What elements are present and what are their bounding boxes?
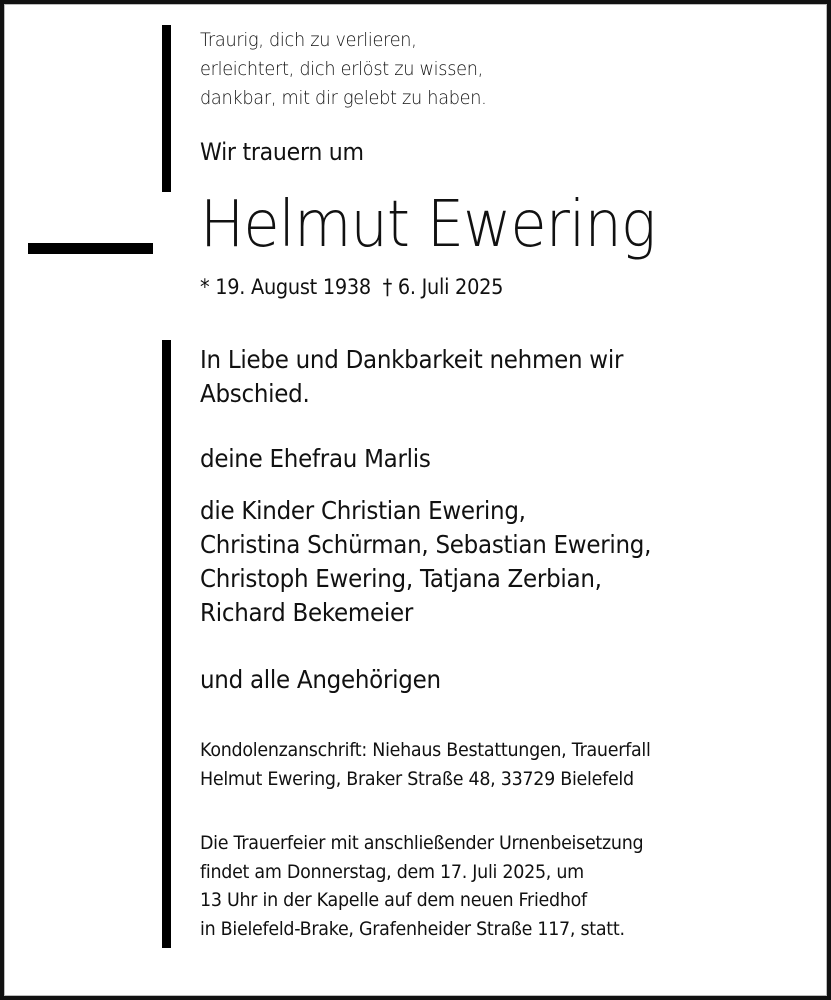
poem-line: Traurig, dich zu verlieren, <box>200 29 417 51</box>
decorative-vertical-bar-bottom <box>162 340 171 948</box>
decorative-horizontal-bar <box>28 243 153 254</box>
relatives-line: und alle Angehörigen <box>200 665 441 694</box>
poem-line: dankbar, mit dir gelebt zu haben. <box>200 87 487 109</box>
decorative-vertical-bar-top <box>162 25 171 192</box>
wife-line: deine Ehefrau Marlis <box>200 444 431 473</box>
deceased-name: Helmut Ewering <box>200 188 656 262</box>
condolence-address: Kondolenzanschrift: Niehaus Bestattungen, Trauerfall Helmut Ewering, Braker Straße 48, 33729 Bielefeld <box>200 739 651 790</box>
poem <box>200 26 508 113</box>
children-line: Christoph Ewering, Tatjana Zerbian, <box>200 564 602 593</box>
service-info: Die Trauerfeier mit anschließender Urnenbeisetzung findet am Donnerstag, dem 17. Juli 2025, um 13 Uhr in der Kapelle auf dem neuen Friedhof in Bielefeld-Brake, Grafenheider Straße 117, statt. <box>200 832 644 940</box>
life-dates: * 19. August 1938 † 6. Juli 2025 <box>200 275 504 299</box>
intro-text: Wir trauern um <box>200 138 364 166</box>
farewell-text: In Liebe und Dankbarkeit nehmen wir Abschied. <box>200 345 624 408</box>
children-line: die Kinder Christian Ewering, <box>200 496 526 525</box>
children-line: Richard Bekemeier <box>200 598 414 627</box>
poem-line: erleichtert, dich erlöst zu wissen, <box>200 58 484 80</box>
children-list <box>200 494 690 630</box>
children-line: Christina Schürman, Sebastian Ewering, <box>200 530 652 559</box>
